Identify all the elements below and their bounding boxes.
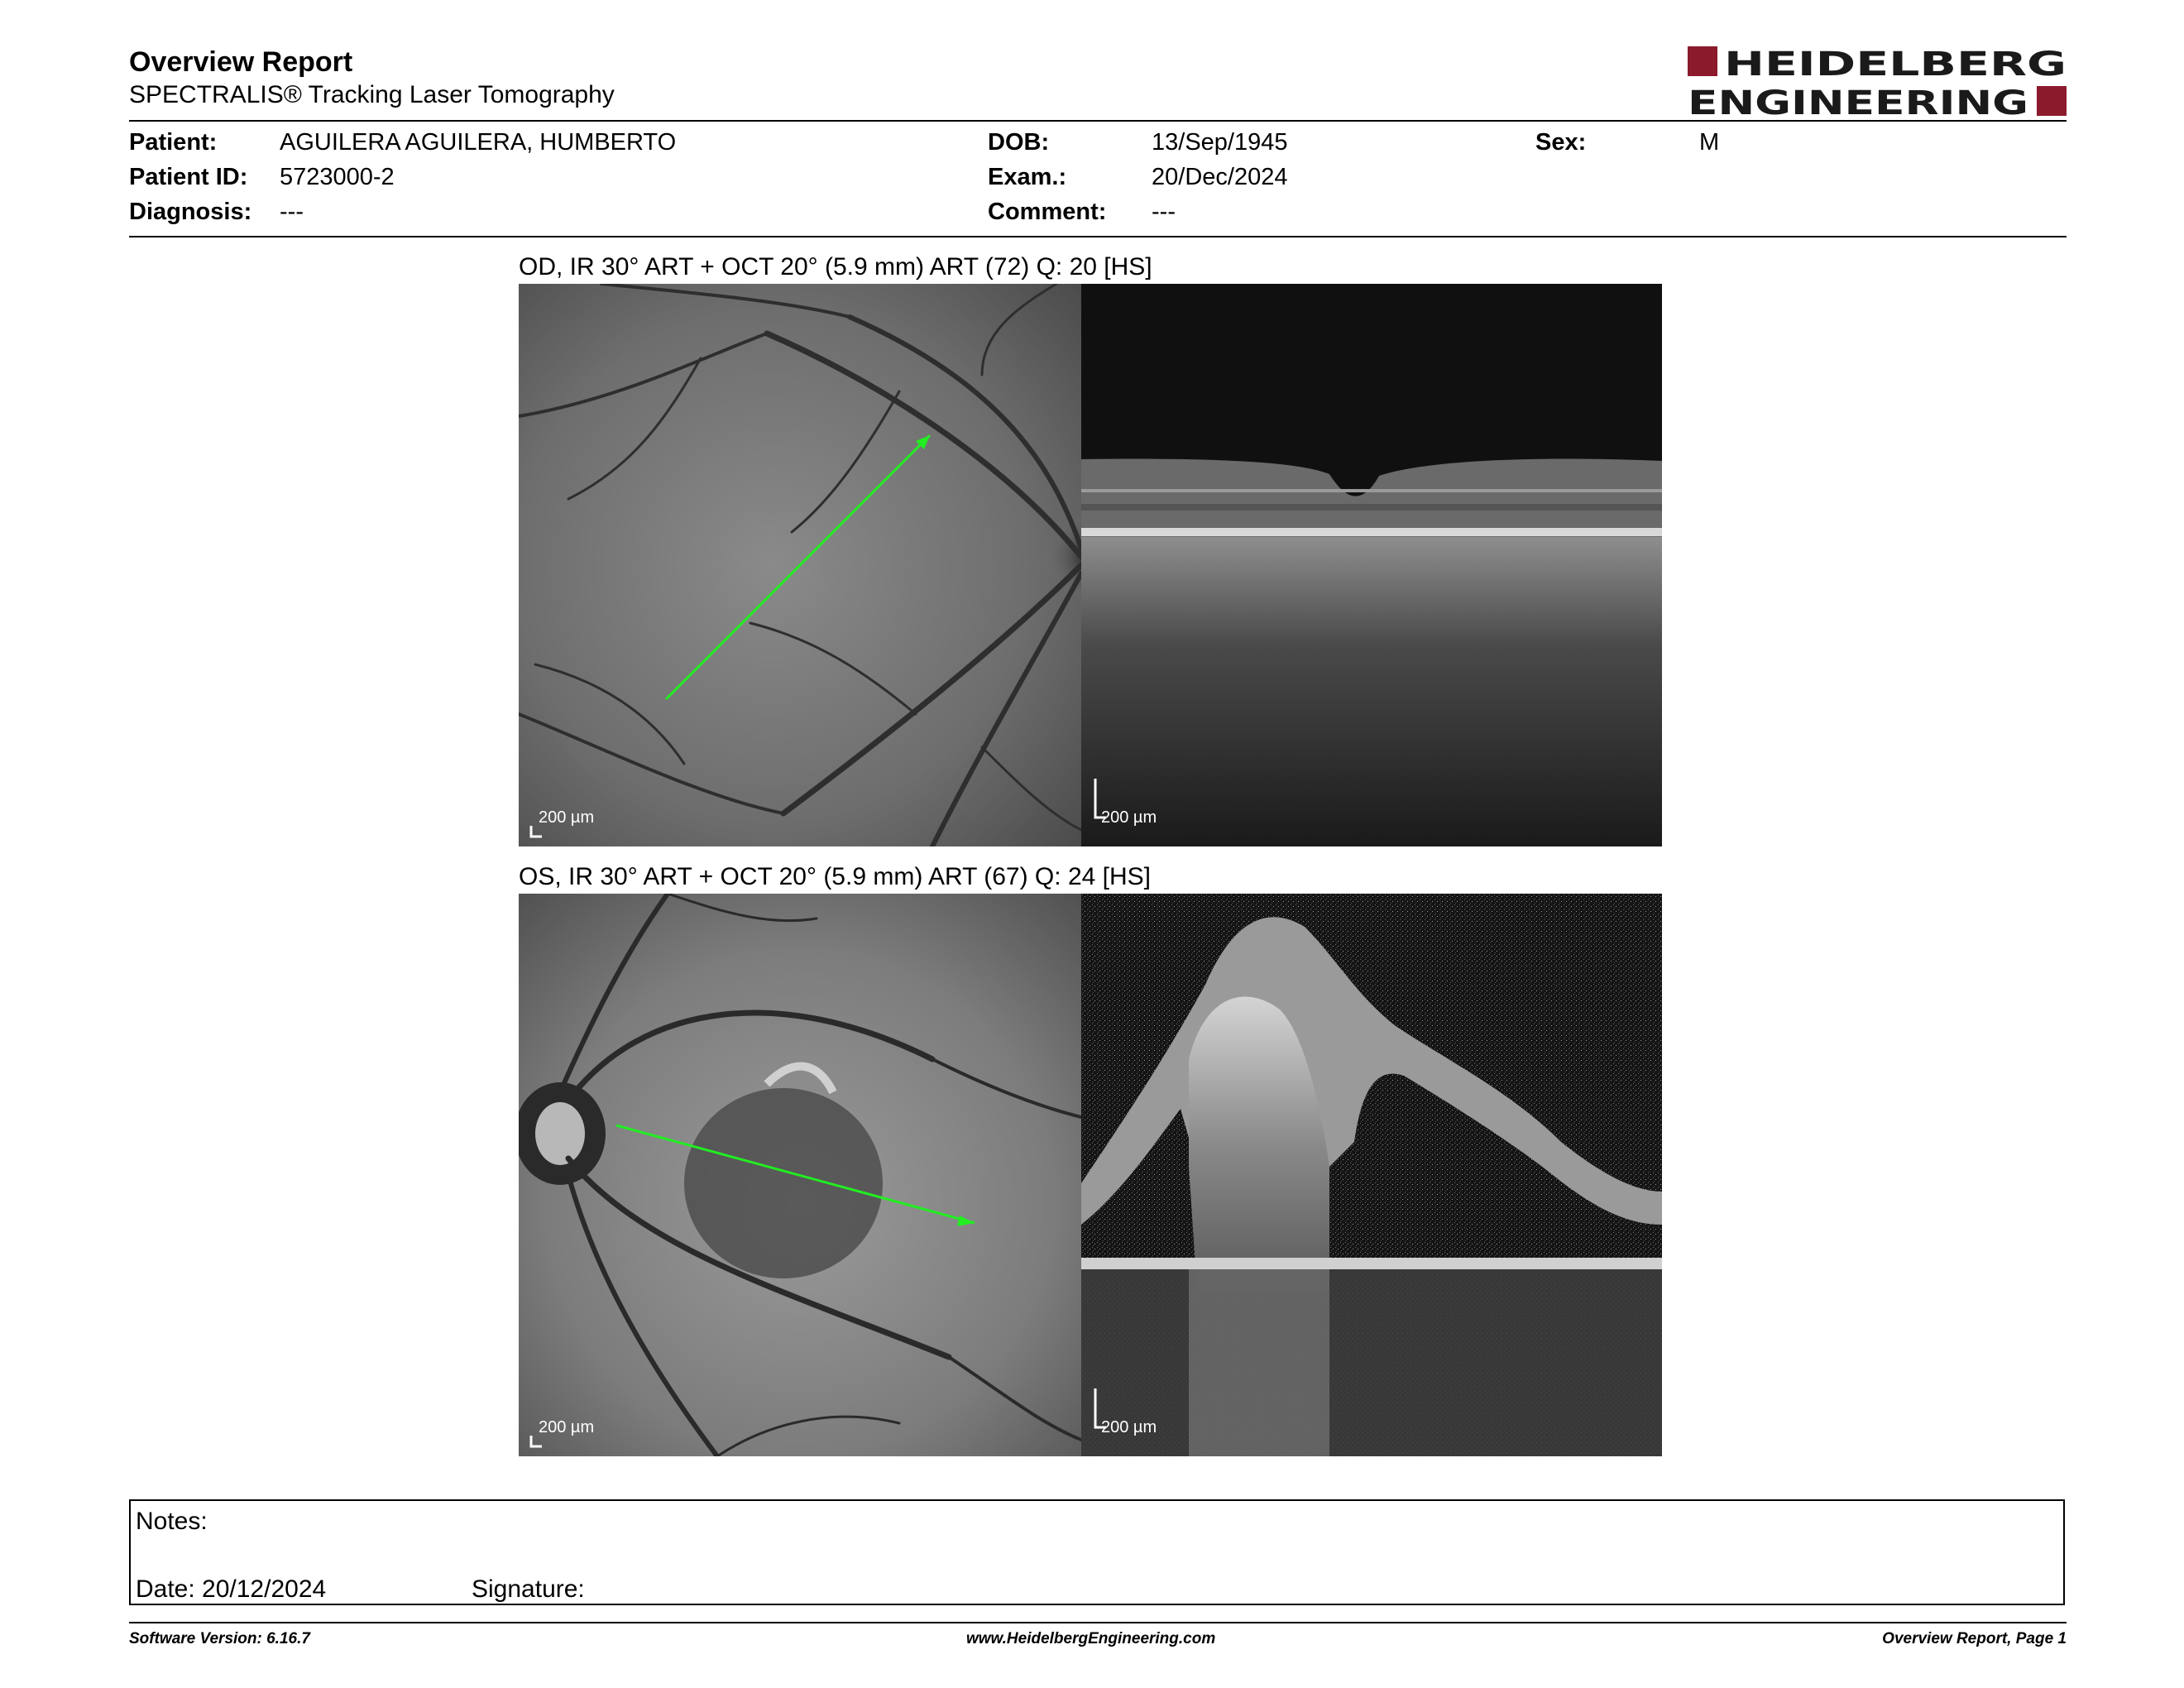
scan-caption-od: OD, IR 30° ART + OCT 20° (5.9 mm) ART (72) Q: 20 [HS] (519, 253, 1152, 281)
oct-image-od (1081, 284, 1662, 846)
heidelberg-logo (1688, 45, 2068, 117)
comment-label: Comment: (988, 199, 1107, 225)
date-label: Date: 20/12/2024 (136, 1575, 327, 1603)
svg-text:ENGINEERING: ENGINEERING (1688, 84, 2028, 117)
dob-value: 13/Sep/1945 (1152, 129, 1288, 156)
sex-value: M (1699, 129, 1720, 156)
page-indicator: Overview Report, Page 1 (1882, 1630, 2067, 1647)
svg-text:HEIDELBERG: HEIDELBERG (1724, 46, 2067, 84)
patient-label: Patient: (129, 129, 218, 156)
scan-caption-os: OS, IR 30° ART + OCT 20° (5.9 mm) ART (67) Q: 24 [HS] (519, 863, 1151, 890)
header-divider (129, 120, 2067, 122)
oct-image-os (1081, 894, 1662, 1456)
report-title: Overview Report (129, 46, 353, 78)
software-version: Software Version: 6.16.7 (129, 1630, 310, 1647)
oct-os-scale: 200 µm (1101, 1418, 1157, 1436)
patient-id-label: Patient ID: (129, 164, 248, 190)
diagnosis-label: Diagnosis: (129, 199, 252, 225)
dob-label: DOB: (988, 129, 1050, 156)
patient-id-value: 5723000-2 (280, 164, 395, 190)
fundus-od-scale: 200 µm (539, 808, 595, 827)
patient-divider (129, 236, 2067, 237)
fundus-os-scale: 200 µm (539, 1418, 595, 1436)
fundus-image-od (519, 284, 1081, 846)
report-subtitle: SPECTRALIS® Tracking Laser Tomography (129, 81, 615, 108)
patient-name: AGUILERA AGUILERA, HUMBERTO (280, 129, 677, 156)
fundus-image-os (519, 894, 1081, 1456)
diagnosis-value: --- (280, 199, 304, 225)
notes-label: Notes: (136, 1508, 208, 1535)
signature-label: Signature: (472, 1575, 585, 1603)
footer-divider (129, 1622, 2067, 1623)
sex-label: Sex: (1535, 129, 1587, 156)
comment-value: --- (1152, 199, 1176, 225)
notes-box (129, 1499, 2065, 1605)
exam-label: Exam.: (988, 164, 1067, 190)
oct-od-scale: 200 µm (1101, 808, 1157, 827)
website-link[interactable]: www.HeidelbergEngineering.com (966, 1630, 1216, 1647)
exam-value: 20/Dec/2024 (1152, 164, 1288, 190)
